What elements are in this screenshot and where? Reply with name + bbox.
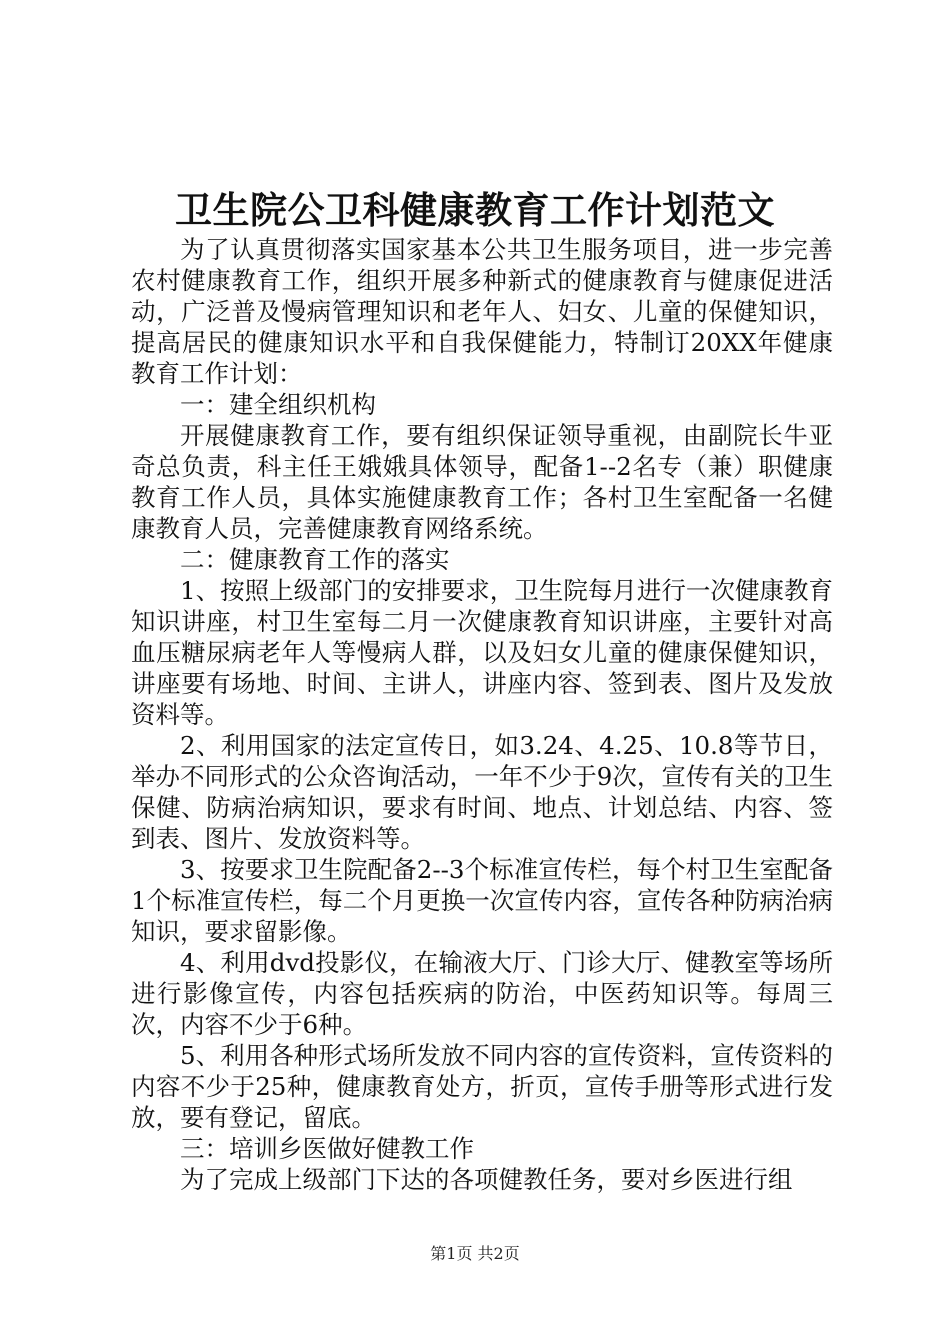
- document-body: [131, 234, 833, 1195]
- document-title: 卫生院公卫科健康教育工作计划范文: [175, 188, 775, 232]
- page-footer: 第1页 共2页: [430, 1244, 520, 1263]
- section-heading-1: 一：建全组织机构: [180, 390, 376, 419]
- list-item-4: 4、利用dvd投影仪，在输液大厅、门诊大厅、健教室等场所进行影像宣传，内容包括疾病的防治，中医药知识等。每周三次，内容不少于6种。: [131, 948, 833, 1039]
- section-1-paragraph: 开展健康教育工作，要有组织保证领导重视，由副院长牛亚奇总负责，科主任王娥娥具体领导，配备1--2名专（兼）职健康教育工作人员，具体实施健康教育工作；各村卫生室配备一名健康教育人员，完善健康教育网络系统。: [131, 421, 833, 543]
- list-item-2: 2、利用国家的法定宣传日，如3.24、4.25、10.8等节日，举办不同形式的公众咨询活动，一年不少于9次，宣传有关的卫生保健、防病治病知识，要求有时间、地点、计划总结、内容、签到表、图片、发放资料等。: [131, 731, 833, 853]
- list-item-1: 1、按照上级部门的安排要求，卫生院每月进行一次健康教育知识讲座，村卫生室每二月一次健康教育知识讲座，主要针对高血压糖尿病老年人等慢病人群，以及妇女儿童的健康保健知识，讲座要有场地、时间、主讲人，讲座内容、签到表、图片及发放资料等。: [131, 576, 833, 729]
- list-item-5: 5、利用各种形式场所发放不同内容的宣传资料，宣传资料的内容不少于25种，健康教育处方，折页，宣传手册等形式进行发放，要有登记，留底。: [131, 1041, 833, 1132]
- section-heading-3: 三：培训乡医做好健教工作: [180, 1134, 474, 1163]
- section-heading-2: 二：健康教育工作的落实: [180, 545, 450, 574]
- section-3-paragraph: 为了完成上级部门下达的各项健教任务，要对乡医进行组: [180, 1165, 793, 1194]
- list-item-3: 3、按要求卫生院配备2--3个标准宣传栏，每个村卫生室配备1个标准宣传栏，每二个月更换一次宣传内容，宣传各种防病治病知识，要求留影像。: [131, 855, 833, 946]
- intro-paragraph: 为了认真贯彻落实国家基本公共卫生服务项目，进一步完善农村健康教育工作，组织开展多种新式的健康教育与健康促进活动，广泛普及慢病管理知识和老年人、妇女、儿童的保健知识，提高居民的健康知识水平和自我保健能力，特制订20XX年健康教育工作计划：: [131, 235, 833, 388]
